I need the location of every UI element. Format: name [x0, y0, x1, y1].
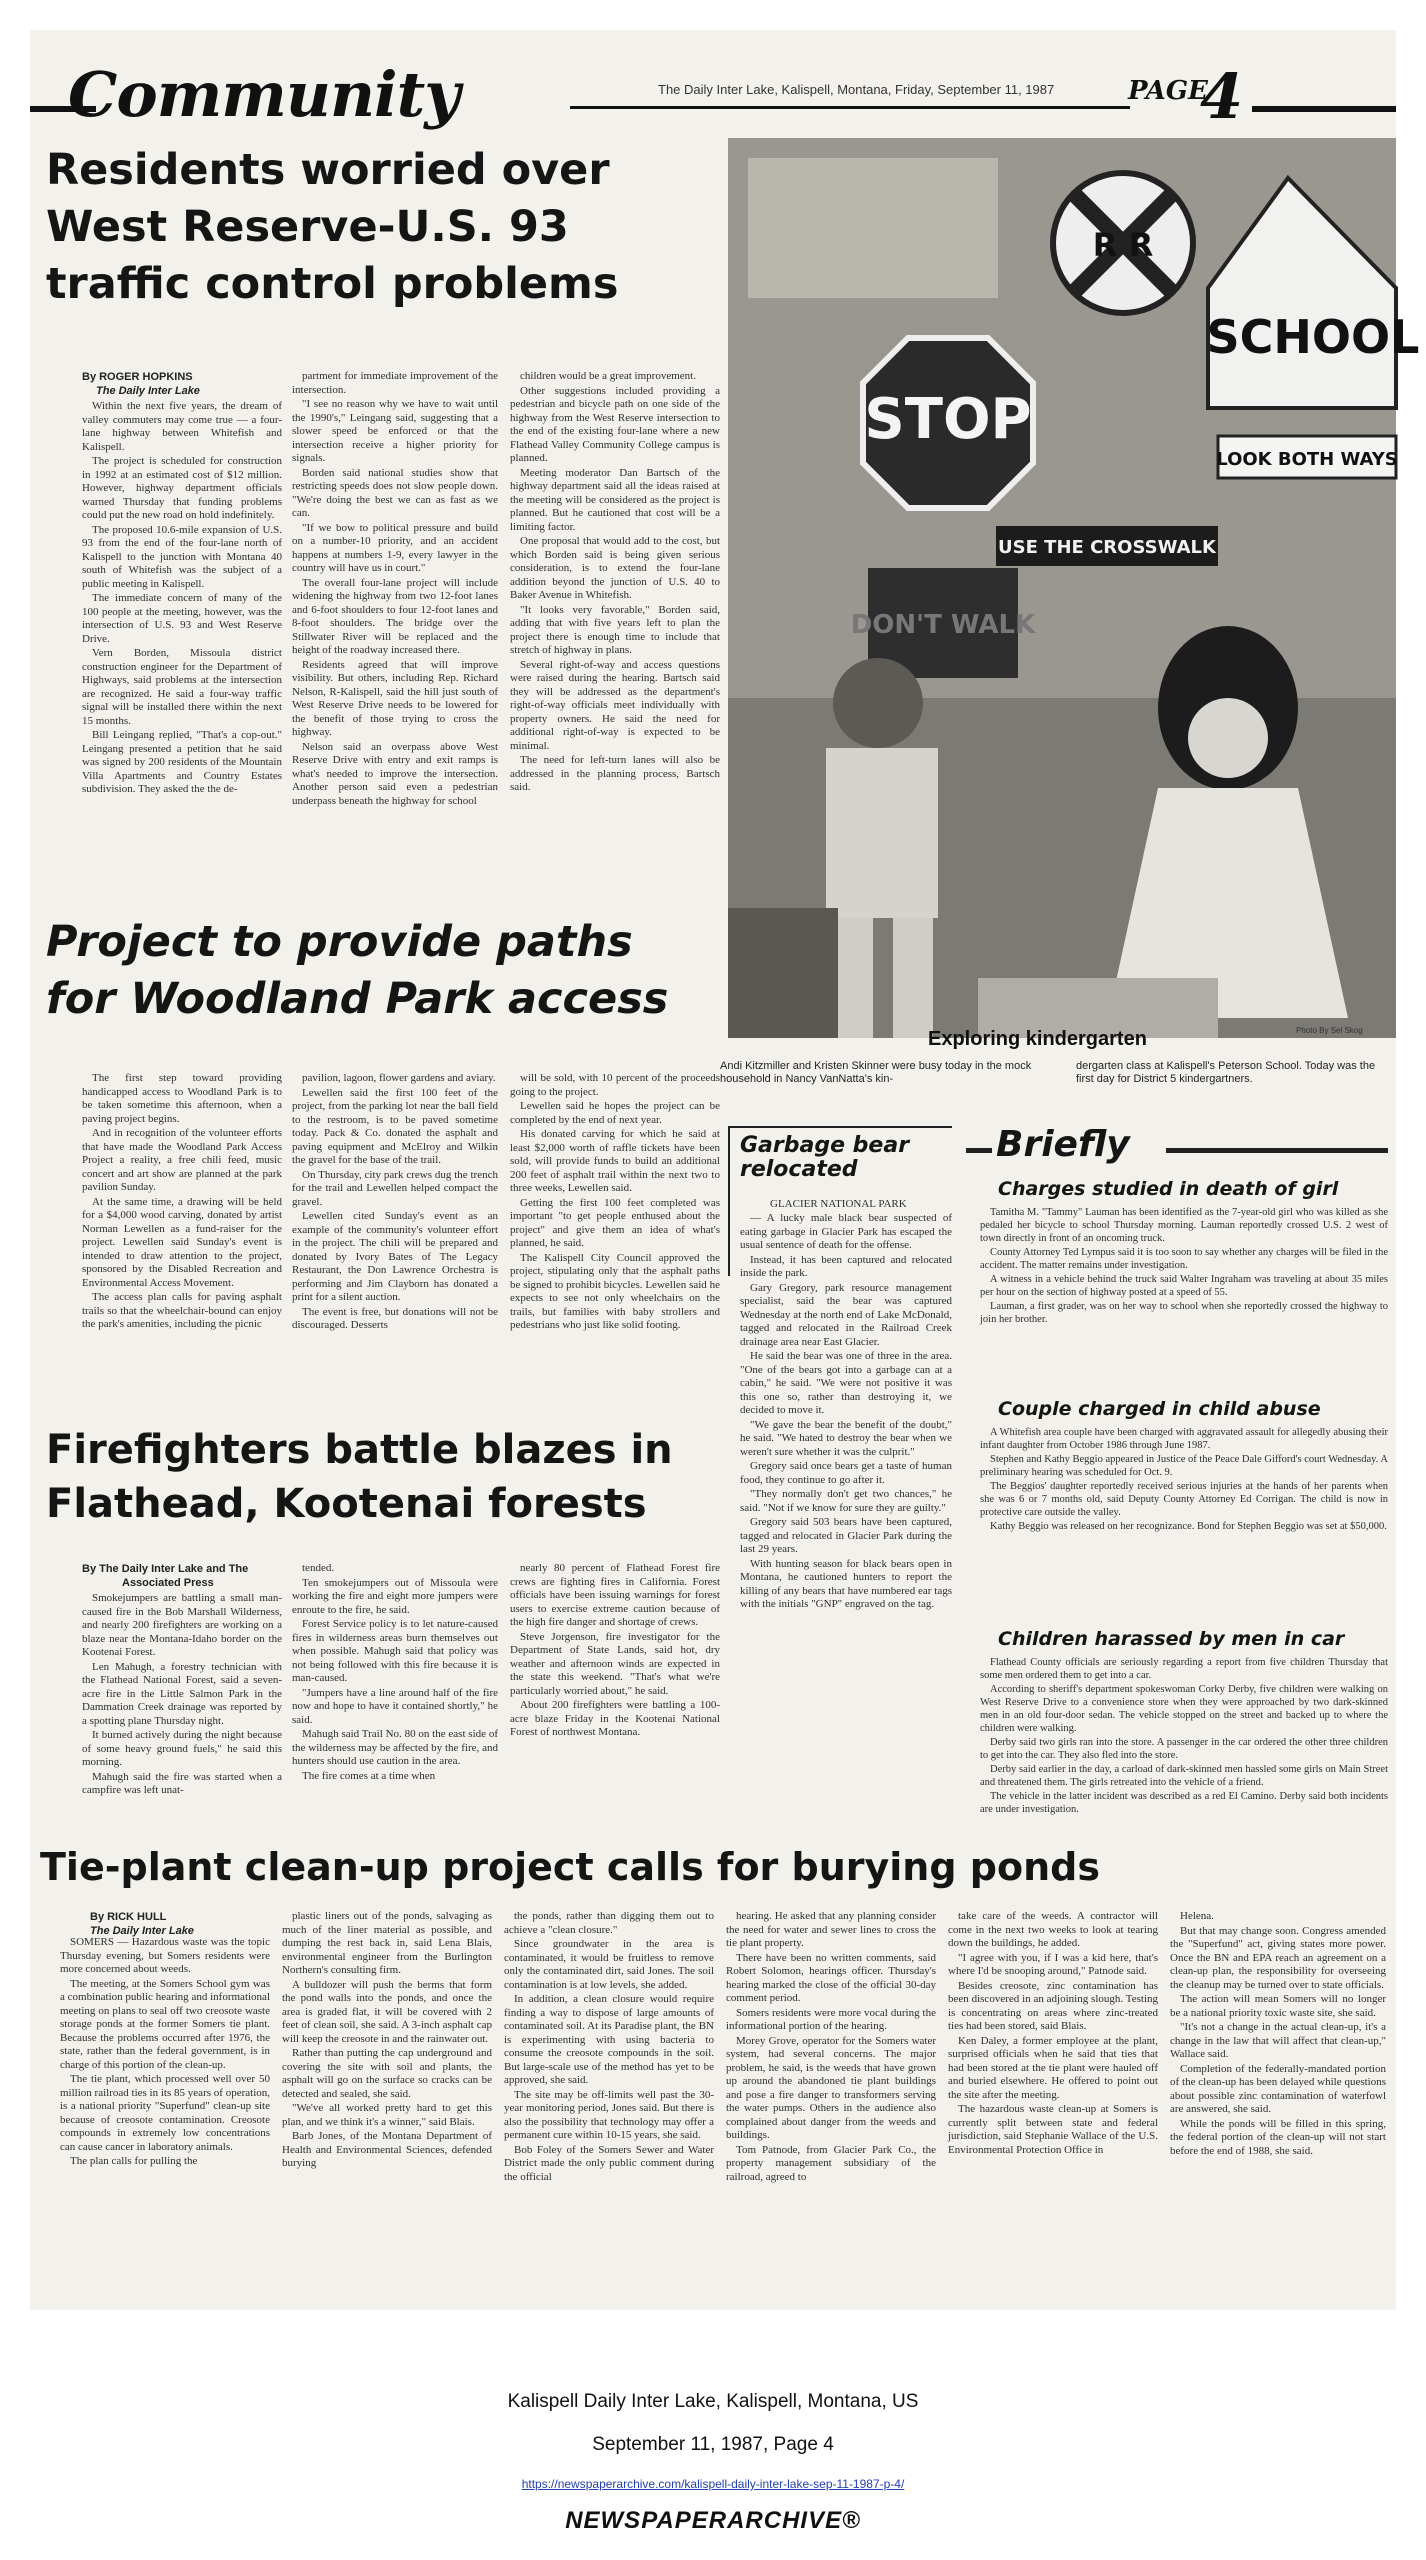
byline-org: The Daily Inter Lake [90, 1925, 194, 1938]
paragraph: "It looks very favorable," Borden said, adding that with five years left to plan the project there is enough time to include that stretch of highway in plans. [510, 603, 720, 656]
paragraph: The plan calls for pulling the [70, 2155, 198, 2167]
paragraph: Meeting moderator Dan Bartsch of the highway department said all the ideas raised at the meeting will be considered as the project is planned. But he cautioned that cost will be a limiting factor. [510, 466, 720, 533]
paragraph: Mahugh said the fire was started when a campfire was left unat- [82, 1770, 282, 1796]
railroad-sign-text: R R [1092, 226, 1154, 264]
paragraph: Derby said two girls ran into the store. A passenger in the car ordered the other three children to get into the car. They also fled into the store. [980, 1737, 1388, 1761]
paragraph: Lewellen said the first 100 feet of the project, from the parking lot near the ball field to the restroom, is to be paved sometime today. Pack & Co. donated the asphalt and paving equipment and McElroy and Wilkin the gravel for the base of the trail. [292, 1086, 498, 1166]
paragraph: Gregory said once bears get a taste of human food, they continue to go after it. [740, 1460, 952, 1486]
article1-headline-line2: West Reserve-U.S. 93 [46, 202, 569, 253]
footer-date: September 11, 1987, Page 4 [592, 2434, 834, 2455]
article2-column-3 [510, 1072, 720, 1452]
garbage-bear-dateline: GLACIER NATIONAL PARK [770, 1198, 907, 1210]
stop-sign-text: STOP [864, 387, 1032, 452]
article3-headline-line2: Flathead, Kootenai forests [46, 1480, 647, 1527]
article3-column-1 [82, 1592, 282, 1832]
paragraph: take care of the weeds. A contractor will come in the next two weeks to look at tearing down the buildings, he added. [948, 1910, 1158, 1949]
garbage-bear-headline-line1: Garbage bear [740, 1133, 910, 1158]
paragraph: The access plan calls for paving asphalt trails so that the wheelchair-bound can enjoy the park's amenities, including the picnic [82, 1291, 282, 1330]
paragraph: Tamitha M. "Tammy" Lauman has been identified as the 7-year-old girl who was killed as she pedaled her bicycle to school Thursday morning. Lauman reportedly crossed U.S. 2 west of town directly in front of an oncoming truck. [980, 1207, 1388, 1244]
paragraph: Residents agreed that will improve visibility. But others, including Rep. Richard Nelson, R-Kalispell, said the hill just south of West Reserve Drive needs to be lowered for the benefit of those trying to cross the highway. [292, 658, 498, 738]
garbage-bear-body [740, 1212, 952, 1742]
paragraph: Mahugh said Trail No. 80 on the east side of the wilderness may be affected by the fire, and hunters should use caution in the area. [292, 1728, 498, 1767]
photo-caption-left: Andi Kitzmiller and Kristen Skinner were busy today in the mock household in Nancy VanNatta's kin- [720, 1060, 1032, 1085]
paragraph: Borden said national studies show that restricting speeds does not slow people down. "We're doing the best we can as fast as we can. [292, 466, 498, 519]
paragraph: partment for immediate improvement of the intersection. [292, 370, 498, 396]
garbage-bear-box-top [728, 1126, 952, 1128]
school-sign-text: SCHOOL [1206, 310, 1420, 364]
article4-column-3 [504, 1910, 714, 2270]
paragraph: Gregory said 503 bears have been captured, tagged and relocated in Glacier Park during the last 29 years. [740, 1516, 952, 1555]
paragraph: But that may change soon. Congress amended the "Superfund" act, giving states more power. Once the BN and EPA reach an agreement on a clean-up plan, the responsibility for overseeing the cleanup may be turned over to state officials. [1170, 1924, 1386, 1991]
photo-credit: Photo By Sel Skog [1296, 1026, 1363, 1035]
briefly-item2-body [980, 1426, 1388, 1626]
paragraph: The first step toward providing handicapped access to Woodland Park is to be taken sometime this afternoon, when a paving project begins. [82, 1072, 282, 1125]
article1-headline-line3: traffic control problems [46, 259, 619, 310]
paragraph: The event is free, but donations will not be discouraged. Desserts [292, 1305, 498, 1331]
paragraph: — A lucky male black bear suspected of eating garbage in Glacier Park has escaped the usual sentence of death for the offense. [740, 1212, 952, 1251]
dont-walk-sign-text: DON'T WALK [850, 610, 1036, 640]
article2-headline [46, 918, 726, 1024]
paragraph: While the ponds will be filled in this spring, the federal portion of the clean-up will not start before the end of 1988, she said. [1170, 2117, 1386, 2157]
paragraph: Nelson said an overpass above West Reserve Drive with entry and exit ramps is what's needed to improve the intersection. Another person said even a pedestrian underpass beneath the highway for school [292, 740, 498, 807]
paragraph: Stephen and Kathy Beggio appeared in Justice of the Peace Dale Gifford's court Wednesday. A preliminary hearing was scheduled for Oct. 9. [980, 1454, 1388, 1478]
article4-column-1 [60, 1936, 270, 2270]
paragraph: plastic liners out of the ponds, salvaging as much of the liner material as possible, and dumping the rest back in, said Lena Blais, environmental engineer from the Burlington Northern's consulting firm. [282, 1910, 492, 1976]
article3-byline [82, 1562, 282, 1591]
masthead-rule-right [1252, 106, 1396, 112]
paragraph: Within the next five years, the dream of valley commuters may come true — a four-lane highway between Whitefish and Kalispell. [82, 400, 282, 453]
article3-column-3 [510, 1562, 720, 1832]
article4-column-2 [282, 1910, 492, 2270]
article3-column-2 [292, 1562, 498, 1832]
paragraph: It burned actively during the night because of some heavy ground fuels," he said this morning. [82, 1729, 282, 1768]
paragraph: Kathy Beggio was released on her recognizance. Bond for Stephen Beggio was set at $50,000. [990, 1521, 1387, 1532]
paragraph: Instead, it has been captured and relocated inside the park. [740, 1253, 952, 1279]
paragraph: Ten smokejumpers out of Missoula were working the fire and eight more jumpers were enroute to the fire, he said. [292, 1576, 498, 1616]
byline-author: By ROGER HOPKINS [82, 371, 193, 383]
paragraph: At the same time, a drawing will be held for a $4,000 wood carving, donated by artist Norman Lewellen as a fund-raiser for the project. Lewellen said Sunday's event is intended to draw attention to the project, sponsored by the Disabled Recreation and Environmental Access Movement. [82, 1195, 282, 1289]
newspaper-scan [30, 30, 1420, 2310]
paragraph: A Whitefish area couple have been charged with aggravated assault for allegedly abusing their infant daughter from October 1986 through June 1987. [980, 1427, 1388, 1451]
paragraph: The site may be off-limits well past the 30-year monitoring period, Jones said. But there is also the possibility that technology may offer a permanent cure within 10-15 years, she said. [504, 2088, 714, 2141]
paragraph: The immediate concern of many of the 100 people at the meeting, however, was the intersection of U.S. 93 and West Reserve Drive. [82, 592, 282, 645]
page-label: PAGE [1128, 76, 1208, 106]
article1-column-1 [82, 400, 282, 930]
paragraph: In addition, a clean closure would require finding a way to dispose of large amounts of contaminated soil. At its Paradise plant, the BN is experimenting with using bacteria to consume the creosote compounds in the soil. But large-scale use of the method has yet to be approved, she said. [504, 1993, 714, 2086]
paragraph: The need for left-turn lanes will also be addressed in the planning process, Bartsch said. [510, 754, 720, 793]
paragraph: Somers residents were more vocal during the informational portion of the hearing. [726, 2006, 936, 2032]
paragraph: Smokejumpers are battling a small man-caused fire in the Bob Marshall Wilderness, and nearly 200 firefighters are working on a blaze near the Montana-Idaho border on the Kootenai Forest. [82, 1592, 282, 1658]
paragraph: Derby said earlier in the day, a carload of dark-skinned men hassled some girls on Main Street and threatened them. The girls retreated into the vehicle of a friend. [980, 1764, 1388, 1788]
paragraph: Tom Patnode, from Glacier Park Co., the property management subsidiary of the railroad, agreed to [726, 2143, 936, 2183]
paragraph: Lewellen said he hopes the project can be completed by the end of next year. [510, 1100, 720, 1126]
paragraph: The proposed 10.6-mile expansion of U.S. 93 from the end of the four-lane north of Kalispell to the junction with Montana 40 south of Whitefish was the subject of a public meeting in Kalispell. [82, 523, 282, 590]
paragraph: tended. [302, 1562, 335, 1574]
photo-caption-right: dergarten class at Kalispell's Peterson School. Today was the first day for District 5 kindergartners. [1076, 1060, 1376, 1085]
paragraph: Completion of the federally-mandated portion of the clean-up has been delayed while questions about possible zinc contamination of waterfowl are answered, she said. [1170, 2062, 1386, 2115]
paragraph: On Thursday, city park crews dug the trench for the trail and Lewellen helped compact the gravel. [292, 1168, 498, 1208]
paragraph: Helena. [1180, 1910, 1214, 1922]
paragraph: Vern Borden, Missoula district construction engineer for the Department of Highways, said problems at the intersection are recognized. He said a four-way traffic signal will be installed there within the next 15 months. [82, 647, 282, 727]
paragraph: "It's not a change in the actual clean-up, it's a change in the law that will affect that clean-up," Wallace said. [1170, 2021, 1386, 2060]
briefly-item1-title: Charges studied in death of girl [998, 1178, 1339, 1200]
article2-column-1 [82, 1072, 282, 1452]
paragraph: The vehicle in the latter incident was described as a red El Camino. Derby said both incidents are under investigation. [980, 1791, 1388, 1815]
article2-headline-line2: for Woodland Park access [46, 974, 669, 1025]
paragraph: Morey Grove, operator for the Somers water system, had several concerns. The major problem, he said, is the weeds that have grown up around the abandoned tie plant buildings and pose a fire danger to transformers serving the water pumps. Others in the audience also complained about danger from the weeds and buildings. [726, 2034, 936, 2141]
paragraph: The action will mean Somers will no longer be a national priority toxic waste site, she said. [1170, 1993, 1386, 2019]
paragraph: Other suggestions included providing a pedestrian and bicycle path on one side of the highway from the West Reserve intersection to the end of the existing four-lane where a new Flathead Valley Community College campus is planned. [510, 384, 720, 464]
masthead-dateline: The Daily Inter Lake, Kalispell, Montana, Friday, September 11, 1987 [658, 82, 1055, 97]
paragraph: The tie plant, which processed well over 50 million railroad ties in its 85 years of operation, is a national priority "Superfund" clean-up site because of creosote contamination. Creosote compounds in extremely low concentrations can cause cancer in laboratory animals. [60, 2073, 270, 2153]
kindergarten-photo [728, 138, 1420, 1038]
article1-headline-line1: Residents worried over [46, 145, 610, 195]
briefly-title: Briefly [996, 1124, 1130, 1165]
footer-source-link[interactable]: https://newspaperarchive.com/kalispell-daily-inter-lake-sep-11-1987-p-4/ [521, 2477, 905, 2491]
article2-column-2 [292, 1072, 498, 1452]
paragraph: And in recognition of the volunteer efforts that have made the Woodland Park Access Project a reality, a free chili feed, music concert and art show are planned at the park pavilion Sunday. [82, 1127, 282, 1193]
paragraph: County Attorney Ted Lympus said it is too soon to say whether any charges will be filed in the accident. The matter remains under investigation. [980, 1247, 1388, 1271]
briefly-rule-right [1166, 1148, 1388, 1153]
paragraph: Len Mahugh, a forestry technician with the Flathead National Forest, said a seven-acre fire in the Little Salmon Park in the Dammation Creek drainage was reported by a spotting plane Thursday night. [82, 1660, 282, 1727]
paragraph: Steve Jorgenson, fire investigator for the Department of State Lands, said hot, dry weather and afternoon winds are expected in the state this weekend. "That's what we're particularly worried about," he said. [510, 1630, 720, 1697]
article1-column-2 [292, 370, 498, 930]
paragraph: pavilion, lagoon, flower gardens and aviary. [302, 1072, 496, 1084]
paragraph: nearly 80 percent of Flathead Forest fire crews are fighting fires in California. Forest officials have been issuing warnings for forest users to exercise extreme caution because of the high fire danger and shortage of crews. [510, 1562, 720, 1628]
briefly-item1-body [980, 1206, 1388, 1394]
paragraph: Ken Daley, a former employee at the plant, surprised officials when he said that ties that had been stored at the tie plant were hauled off and buried elsewhere. He offered to point out the site after the meeting. [948, 2034, 1158, 2101]
photo-title: Exploring kindergarten [928, 1028, 1147, 1050]
paragraph: A witness in a vehicle behind the truck said Walter Ingraham was traveling at about 35 miles per hour on the section of highway posted at a speed of 55. [980, 1274, 1388, 1298]
paragraph: Rather than putting the cap underground and covering the site with soil and plants, the asphalt will go on the surface so cracks can be detected and sealed, she said. [282, 2047, 492, 2100]
paragraph: According to sheriff's department spokeswoman Corky Derby, five children were walking on West Reserve Drive to a convenience store when they were approached by two dark-skinned men in an old four-door sedan. The vehicle stopped on the street and backed up to where the children were walking. [980, 1684, 1388, 1734]
paragraph: Forest Service policy is to let nature-caused fires in wilderness areas burn themselves out when possible. Mahugh said that policy was not being followed with this fire because it is man-caused. [292, 1618, 498, 1684]
paragraph: The fire comes at a time when [302, 1769, 436, 1782]
garbage-bear-headline [740, 1134, 909, 1182]
paragraph: "I agree with you, if I was a kid here, that's where I'd be snooping around," Patnode said. [948, 1951, 1158, 1977]
paragraph: The project is scheduled for construction in 1992 at an estimated cost of $12 million. However, highway department officials warned Thursday that funding problems could put the new road on hold indefinitely. [82, 455, 282, 521]
paragraph: A bulldozer will push the berms that form the pond walls into the ponds, and once the area is graded flat, it will be covered with 2 feet of clean soil, she said. A 3-inch asphalt cap will keep the creosote in and the rainwater out. [282, 1978, 492, 2045]
article1-headline [46, 146, 736, 309]
paragraph: Barb Jones, of the Montana Department of Health and Environmental Sciences, defended burying [282, 2130, 492, 2169]
paragraph: Lauman, a first grader, was on her way to school when she reportedly crossed the highway to join her brother. [980, 1301, 1388, 1325]
paragraph: Flathead County officials are seriously regarding a report from five children Thursday that some men ordered them to get into a car. [980, 1657, 1388, 1681]
article3-headline [46, 1428, 726, 1527]
paragraph: The hazardous waste clean-up at Somers is currently split between state and federal jurisdiction, said Stephanie Wallace of the U.S. Environmental Protection Office in [948, 2103, 1158, 2156]
paragraph: "I see no reason why we have to wait until the 1990's," Leingang said, suggesting that a slower speed be enforced or that the intersection receive a higher priority for signals. [292, 398, 498, 464]
article4-byline [90, 1910, 194, 1939]
masthead-rule-mid [570, 106, 1130, 109]
article3-headline-line1: Firefighters battle blazes in [46, 1427, 673, 1473]
paragraph: His donated carving for which he said at least $2,000 worth of raffle tickets have been sold, will provide funds to build an additional 200 feet of asphalt trail within the next two to three weeks, Lewellen said. [510, 1128, 720, 1194]
paragraph: the ponds, rather than digging them out to achieve a "clean closure." [504, 1910, 714, 1936]
paragraph: There have been no written comments, said Robert Solomon, hearings officer. Thursday's hearing marked the close of the official 30-day comment period. [726, 1951, 936, 2004]
paragraph: Bill Leingang replied, "That's a cop-out." Leingang presented a petition that he said was signed by 200 residents of the Mountain Villa Apartments and Country Estates subdivision. They asked the the de- [82, 729, 282, 795]
kindergarten-photo-image [728, 138, 1420, 1038]
paragraph: One proposal that would add to the cost, but which Borden said is being given serious consideration, is to extend the four-lane addition beyond the junction of U.S. 40 to Baker Avenue in Whitefish. [510, 535, 720, 601]
section-title: Community [68, 58, 460, 131]
article4-column-4 [726, 1910, 936, 2270]
paragraph: Lewellen cited Sunday's event as an example of the community's volunteer effort in the project. The chili will be prepared and donated by Ivory Bates of The Legacy Restaurant, the Don Lawrence Orchestra is performing and Jim Clayborn has donated a print for a silent auction. [292, 1210, 498, 1303]
paragraph: will be sold, with 10 percent of the proceeds going to the project. [510, 1072, 720, 1098]
newspaperarchive-logo: NEWSPAPERARCHIVE® [565, 2507, 861, 2534]
paragraph: With hunting season for black bears open in Montana, he cautioned hunters to report the killing of any bears that have numbered ear tags with the initials "GNP" engraved on the tag. [740, 1557, 952, 1610]
paragraph: "Jumpers have a line around half of the fire now and hope to have it contained shortly," he said. [292, 1686, 498, 1726]
paragraph: "If we bow to political pressure and build on a number-10 priority, and an accident happens at numbers 1-9, every lawyer in the country will have us in court." [292, 521, 498, 574]
paragraph: He said the bear was one of three in the area. "One of the bears got into a garbage can at a cabin," he said. "We were not positive it was this one so, rather than destroying it, we decided to move it. [740, 1350, 952, 1416]
crosswalk-sign-text: USE THE CROSSWALK [998, 537, 1216, 558]
byline-author: By The Daily Inter Lake and The [82, 1563, 249, 1575]
byline-org: The Daily Inter Lake [96, 385, 200, 398]
footer-publication-title: Kalispell Daily Inter Lake, Kalispell, Montana, US [507, 2391, 919, 2412]
paragraph: SOMERS — Hazardous waste was the topic Thursday evening, but Somers residents were more concerned about weeds. [60, 1936, 270, 1975]
byline-author: By RICK HULL [90, 1911, 167, 1923]
garbage-bear-box-left [728, 1126, 730, 1276]
garbage-bear-headline-line2: relocated [740, 1157, 858, 1183]
paragraph: Besides creosote, zinc contamination has been discovered in an adjoining slough. Testing is concentrating on areas where zinc-treated ties had been stored, said Blais. [948, 1979, 1158, 2032]
briefly-item3-title: Children harassed by men in car [998, 1628, 1345, 1650]
paragraph: The Beggios' daughter reportedly received serious injuries at the hands of her parents when she was 6 or 7 months old, said Deputy County Attorney Ed Corrigan. The child is now in protective care outside the valley. [980, 1481, 1388, 1518]
paragraph: Since groundwater in the area is contaminated, it would be fruitless to remove only the contaminated dirt, said Jones. The soil contamination is at low levels, she added. [504, 1938, 714, 1991]
paragraph: Getting the first 100 feet completed was important "to get people enthused about the project" and give them an idea of what's planned, he said. [510, 1196, 720, 1249]
look-both-ways-text: LOOK BOTH WAYS [1216, 449, 1398, 470]
paragraph: Several right-of-way and access questions were raised during the hearing. Bartsch said they will be addressed as the department's right-of-way officials meet individually with property owners. He said the need for additional right-of-way is expected to be minimal. [510, 658, 720, 752]
paragraph: The Kalispell City Council approved the project, stipulating only that the asphalt paths be signed to prohibit bicycles. Lewellen said he expects to see not only wheelchairs on the trails, but families with baby strollers and pedestrians who just like solid footing. [510, 1251, 720, 1331]
paragraph: About 200 firefighters were battling a 100-acre blaze Friday in the Kootenai National Forest of northwest Montana. [510, 1699, 720, 1738]
article4-headline: Tie-plant clean-up project calls for burying ponds [40, 1845, 1100, 1889]
briefly-item2-title: Couple charged in child abuse [998, 1398, 1321, 1420]
briefly-rule-left [966, 1148, 992, 1153]
paragraph: The meeting, at the Somers School gym was a combination public hearing and informational meeting on plans to seal off two creosote waste storage ponds at the former Somers tie plant. Because the problems occurred after 1976, the state, rather than the federal government, is in charge of this portion of the clean-up. [60, 1977, 270, 2071]
paragraph: children would be a great improvement. [520, 370, 696, 382]
paragraph: Bob Foley of the Somers Sewer and Water District made the only public comment during the official [504, 2143, 714, 2183]
page-number: 4 [1200, 60, 1244, 133]
paragraph: The overall four-lane project will include widening the highway from two 12-foot lanes and 6-foot shoulders to four 12-foot lanes and 8-foot shoulders. The bridge over the Stillwater River will be replaced and the height of the roadway increased there. [292, 576, 498, 656]
briefly-item3-body [980, 1656, 1388, 1838]
paragraph: "We've all worked pretty hard to get this plan, and we think it's a winner," said Blais. [282, 2102, 492, 2128]
paragraph: "We gave the bear the benefit of the doubt," he said. "We hated to destroy the bear when we weren't sure whether it was the culprit." [740, 1418, 952, 1458]
paragraph: Gary Gregory, park resource management specialist, said the bear was captured Wednesday at the north end of Lake McDonald, tagged and relocated in the Railroad Creek drainage area near East Glacier. [740, 1281, 952, 1348]
paragraph: "They normally don't get two chances," he said. "Not if we know for sure they are guilty." [740, 1488, 952, 1514]
article2-headline-line1: Project to provide paths [46, 917, 633, 967]
article1-column-3 [510, 370, 720, 930]
paragraph: hearing. He asked that any planning consider the need for water and sewer lines to cross the tie plant property. [726, 1910, 936, 1949]
article1-byline [82, 370, 200, 399]
article4-column-5 [948, 1910, 1158, 2270]
byline-org: Associated Press [122, 1577, 214, 1590]
article4-column-6 [1170, 1910, 1386, 2270]
